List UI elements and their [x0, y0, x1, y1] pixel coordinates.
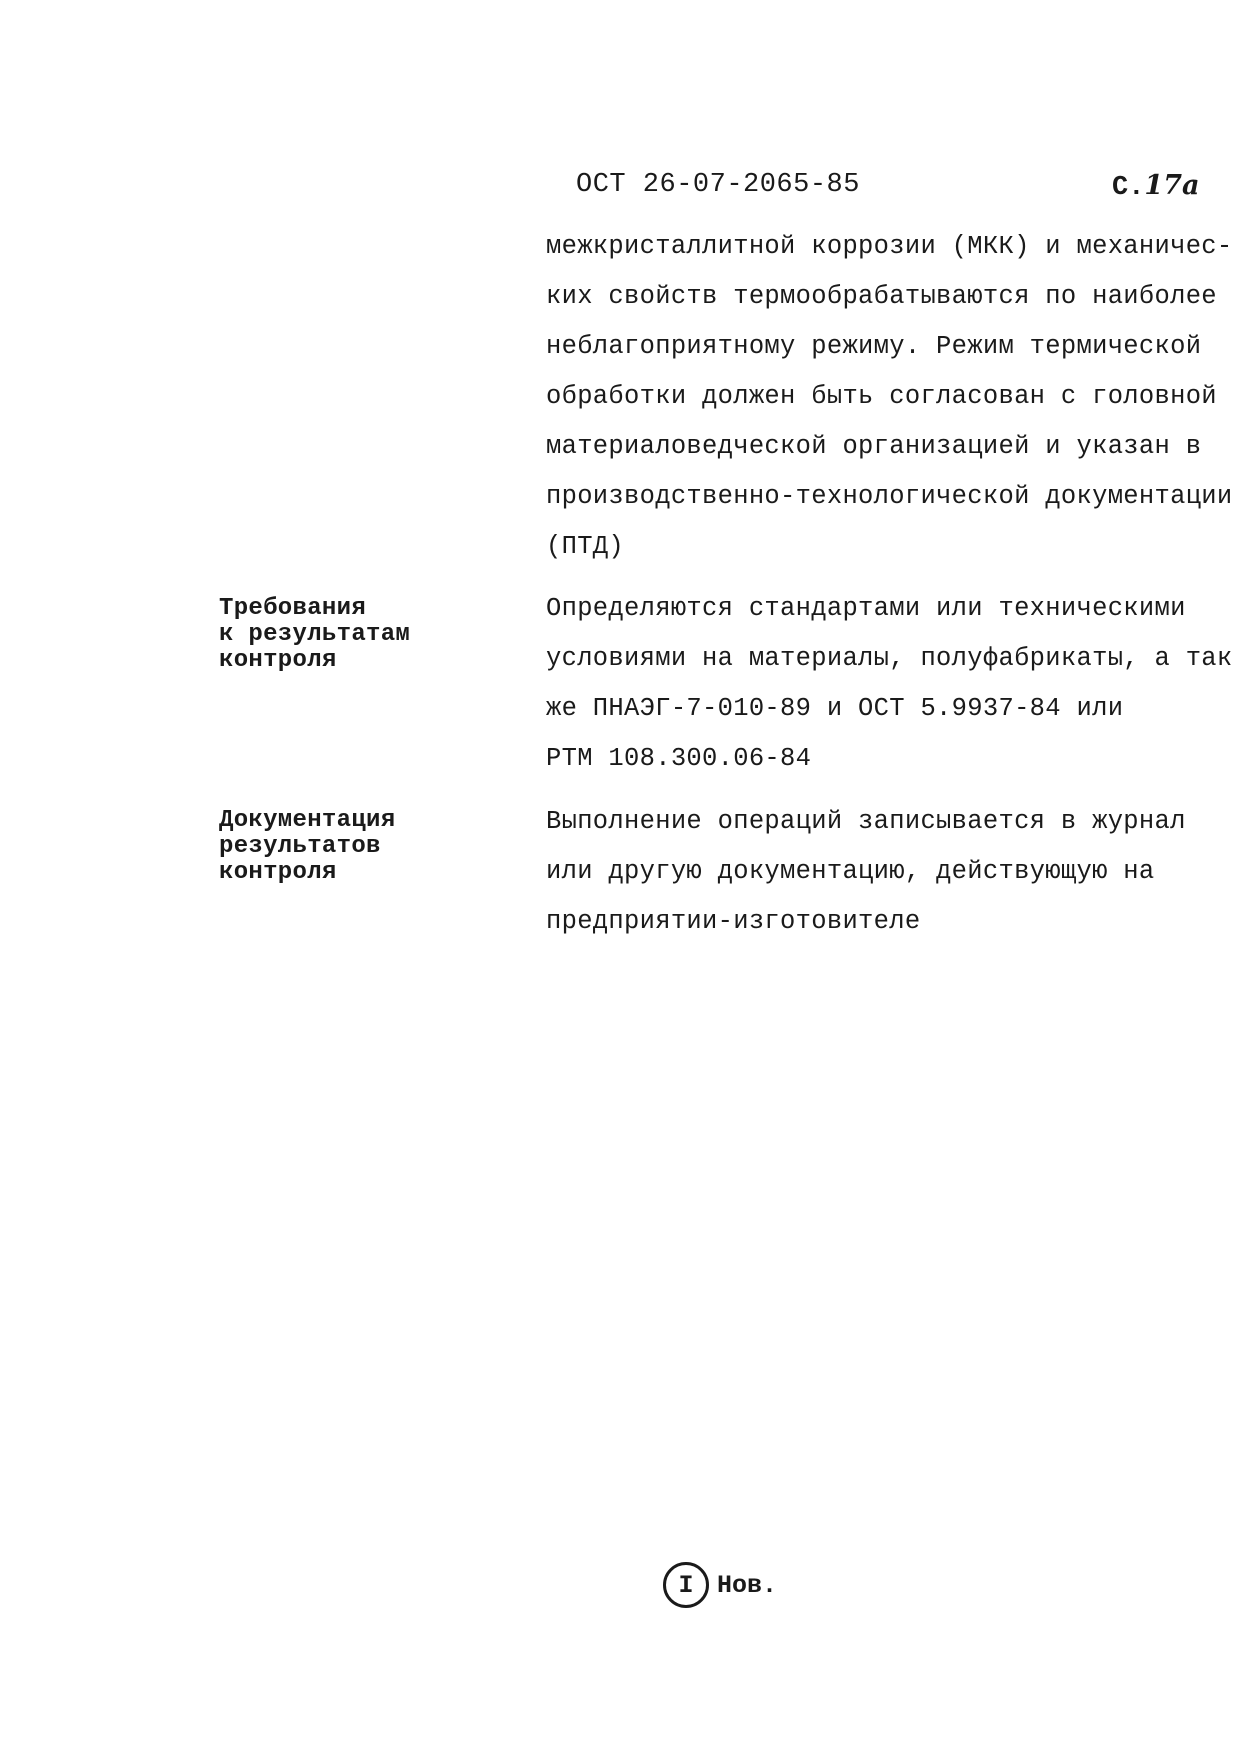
documentation-label [219, 808, 395, 886]
text-line: условиями на материалы, полуфабрикаты, а так [546, 644, 1233, 673]
text-line: Определяются стандартами или техническими [546, 594, 1186, 623]
change-mark [663, 1562, 777, 1608]
requirements-text [546, 584, 1236, 784]
text-line: предприятии-изготовителе [546, 907, 921, 936]
text-line: или другую документацию, действующую на [546, 857, 1155, 886]
change-number-circle: I [663, 1562, 709, 1608]
text-line: обработки должен быть согласован с головной [546, 382, 1217, 411]
label-line: контроля [219, 647, 337, 674]
text-line: ких свойств термообрабатываются по наиболее [546, 282, 1217, 311]
intro-paragraph [546, 222, 1236, 572]
page-number-prefix: С. [1112, 173, 1145, 203]
document-code: ОСТ 26-07-2065-85 [576, 170, 860, 200]
text-line: материаловедческой организацией и указан в [546, 432, 1202, 461]
label-line: Требования [219, 595, 367, 622]
label-line: контроля [219, 859, 337, 886]
text-line: производственно-технологической документации [546, 482, 1233, 511]
page-number-handwritten: 17а [1144, 170, 1200, 201]
requirements-label [219, 596, 410, 674]
change-note: Нов. [717, 1570, 778, 1600]
label-line: Документация [219, 807, 396, 834]
text-line: неблагоприятному режиму. Режим термической [546, 332, 1202, 361]
text-line: Выполнение операций записывается в журнал [546, 807, 1186, 836]
text-line: же ПНАЭГ-7-010-89 и ОСТ 5.9937-84 или [546, 694, 1124, 723]
text-line: (ПТД) [546, 532, 625, 561]
documentation-text [546, 797, 1236, 947]
text-line: РТМ 108.300.06-84 [546, 744, 812, 773]
text-line: межкристаллитной коррозии (МКК) и механичес- [546, 232, 1233, 261]
label-line: к результатам [219, 621, 411, 648]
label-line: результатов [219, 833, 381, 860]
page-number [1112, 170, 1199, 203]
